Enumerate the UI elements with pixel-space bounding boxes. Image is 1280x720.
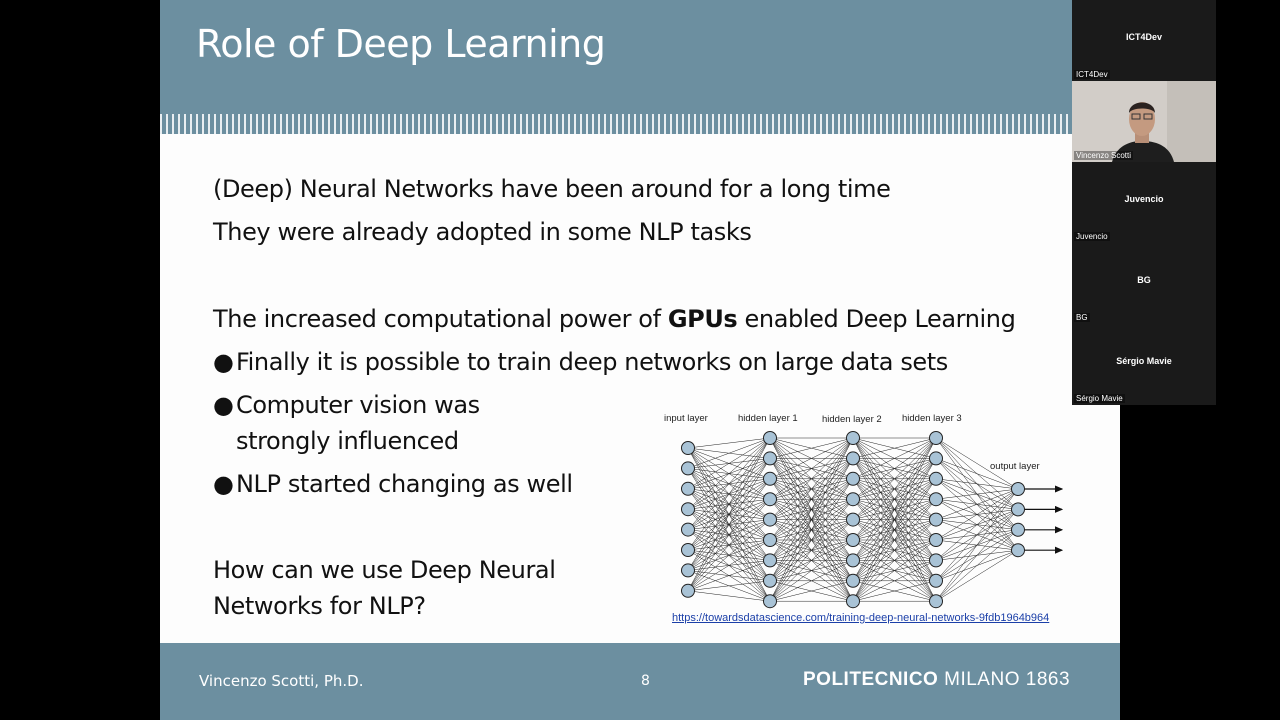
connection-line [688, 438, 770, 468]
layer-label: hidden layer 3 [902, 413, 962, 424]
neuron-node [847, 534, 860, 547]
page-number: 8 [641, 673, 650, 689]
person-video-icon [1072, 81, 1216, 162]
neuron-node [682, 503, 695, 516]
neuron-node [682, 442, 695, 455]
neuron-node [764, 493, 777, 506]
layer-label: hidden layer 1 [738, 413, 798, 424]
neuron-node [1012, 503, 1025, 516]
neuron-node [1012, 483, 1025, 496]
neuron-node [847, 554, 860, 567]
bullet-text: Finally it is possible to train deep networks on large data sets [236, 348, 948, 376]
university-logo [803, 669, 1070, 691]
participant-name-label: Juvencio [1076, 232, 1108, 241]
connection-line [688, 438, 770, 530]
participant-name-center: Juvencio [1124, 194, 1164, 204]
neuron-node [847, 452, 860, 465]
participant-tile[interactable] [1072, 162, 1216, 243]
layer-label: output layer [990, 461, 1040, 472]
neuron-node [847, 493, 860, 506]
bullet-icon: ● [213, 391, 234, 419]
neuron-node [930, 452, 943, 465]
neuron-node [764, 554, 777, 567]
neuron-node [930, 472, 943, 485]
neuron-node [930, 574, 943, 587]
connection-line [688, 438, 770, 570]
neuron-node [930, 493, 943, 506]
presentation-slide [160, 0, 1120, 720]
connection-line [936, 489, 1018, 601]
connection-line [688, 560, 770, 590]
participant-tile[interactable] [1072, 0, 1216, 81]
connection-line [688, 479, 770, 591]
text-segment: enabled Deep Learning [737, 305, 1016, 333]
participants-panel [1072, 0, 1216, 405]
bullet-text: NLP started changing as well [236, 470, 573, 498]
neuron-node [764, 574, 777, 587]
participant-name-label: Sérgio Mavie [1076, 394, 1123, 403]
question-line: Networks for NLP? [213, 592, 426, 620]
participant-name-label: Vincenzo Scotti [1076, 151, 1131, 160]
layer-label: hidden layer 2 [822, 414, 882, 425]
neuron-node [682, 564, 695, 577]
connection-line [688, 540, 770, 591]
connection-line [688, 438, 770, 550]
logo-bold: POLITECNICO [803, 669, 939, 690]
connection-line [688, 438, 770, 489]
connection-line [936, 489, 1018, 520]
text-segment: The increased computational power of [213, 305, 668, 333]
connection-line [688, 581, 770, 591]
neuron-node [682, 544, 695, 557]
text-line: They were already adopted in some NLP tasks [213, 218, 752, 246]
neuron-node [764, 513, 777, 526]
neuron-node [930, 534, 943, 547]
slide-title: Role of Deep Learning [196, 22, 606, 66]
question-line: How can we use Deep Neural [213, 556, 556, 584]
participant-name-center: Sérgio Mavie [1116, 356, 1172, 366]
neuron-node [930, 554, 943, 567]
neuron-node [764, 595, 777, 608]
bullet-icon: ● [213, 470, 234, 498]
logo-rest: MILANO 1863 [938, 669, 1071, 690]
connection-line [688, 438, 770, 509]
bullet-text: Computer vision was [236, 391, 480, 419]
layer-label: input layer [664, 413, 708, 424]
connection-line [936, 550, 1018, 601]
connection-line [936, 530, 1018, 601]
header-tick-strip [160, 114, 1120, 134]
neuron-node [764, 432, 777, 445]
connection-line [688, 458, 770, 590]
author-name: Vincenzo Scotti, Ph.D. [199, 672, 364, 690]
connection-line [936, 489, 1018, 560]
neuron-node [847, 513, 860, 526]
gpus-bold: GPUs [667, 305, 738, 333]
connection-line [936, 489, 1018, 540]
participant-name-center: ICT4Dev [1125, 32, 1162, 42]
slide-header [160, 0, 1120, 134]
participant-name-center: BG [1137, 275, 1151, 285]
neuron-node [682, 462, 695, 475]
connection-line [936, 489, 1018, 499]
neural-network-diagram [662, 404, 1082, 614]
neuron-node [930, 432, 943, 445]
neuron-node [847, 574, 860, 587]
neuron-node [682, 584, 695, 597]
connection-line [688, 520, 770, 591]
connection-line [936, 479, 1018, 489]
neuron-node [764, 472, 777, 485]
bullet-icon: ● [213, 348, 234, 376]
participant-video-tile[interactable] [1072, 81, 1216, 162]
neuron-node [682, 482, 695, 495]
connection-line [688, 591, 770, 601]
neuron-node [1012, 523, 1025, 536]
neuron-node [682, 523, 695, 536]
neuron-node [847, 472, 860, 485]
participant-tile[interactable] [1072, 243, 1216, 324]
neuron-node [930, 595, 943, 608]
neuron-node [764, 452, 777, 465]
neuron-node [764, 534, 777, 547]
text-line: (Deep) Neural Networks have been around for a long time [213, 175, 891, 203]
participant-name-label: BG [1076, 313, 1088, 322]
neuron-node [1012, 544, 1025, 557]
source-link[interactable]: https://towardsdatascience.com/training-deep-neural-networks-9fdb1964b964 [672, 612, 1050, 624]
neuron-node [930, 513, 943, 526]
slide-footer [160, 643, 1120, 720]
connection-line [936, 509, 1018, 601]
bullet-text-continued: strongly influenced [236, 427, 459, 455]
neuron-node [847, 432, 860, 445]
connection-line [688, 438, 770, 591]
connection-line [688, 438, 770, 448]
participant-tile[interactable] [1072, 324, 1216, 405]
participant-name-label: ICT4Dev [1076, 70, 1108, 79]
text-line-gpus [213, 302, 1015, 336]
connection-line [688, 499, 770, 591]
neuron-node [847, 595, 860, 608]
connection-line [936, 489, 1018, 581]
